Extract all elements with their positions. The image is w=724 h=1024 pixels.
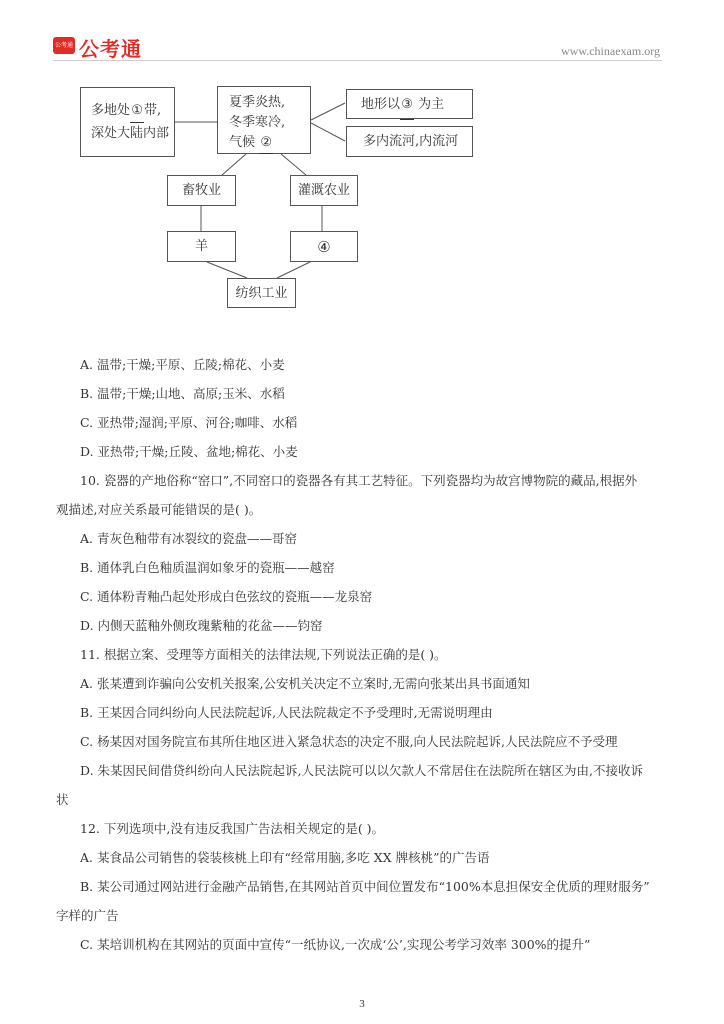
q11-option-b: B. 王某因合同纠纷向人民法院起诉,人民法院裁定不予受理时,无需说明理由 <box>80 705 493 720</box>
q11-option-c: C. 杨某因对国务院宣布其所住地区进入紧急状态的决定不服,向人民法院起诉,人民法院应不予受理 <box>80 734 618 749</box>
question-12 <box>56 814 650 959</box>
q9-option-c: C. 亚热带;湿润;平原、河谷;咖啡、水稻 <box>80 415 298 430</box>
box-textile: 纺织工业 <box>227 278 296 308</box>
box-climate-features <box>217 86 311 154</box>
site-url[interactable]: www.chinaexam.org <box>561 44 660 58</box>
q9-option-d: D. 亚热带;干燥;丘陵、盆地;棉花、小麦 <box>80 444 298 459</box>
q10-option-d: D. 内侧天蓝釉外侧玫瑰紫釉的花盆——钧窑 <box>80 618 323 633</box>
box-climate-features-line1: 夏季炎热, <box>229 95 286 110</box>
box-herding: 畜牧业 <box>167 175 236 206</box>
q12-option-c: C. 某培训机构在其网站的页面中宣传“一纸协议,一次成‘公’,实现公考学习效率 300%的提升” <box>80 937 591 952</box>
climate-diagram <box>0 0 724 330</box>
box-irrigation: 灌溉农业 <box>290 175 358 206</box>
box-climate-features-line3: 气候 ② <box>229 133 310 154</box>
q12-option-b-line2: 字样的广告 <box>56 908 119 923</box>
box-sheep: 羊 <box>167 231 236 262</box>
box-climate-zone-line2: 深处大陆内部 <box>91 126 170 141</box>
logo-badge: 公考通 <box>53 37 75 54</box>
box-rivers: 多内流河,内流河 <box>346 126 473 157</box>
q10-option-c: C. 通体粉青釉凸起处形成白色弦纹的瓷瓶——龙泉窑 <box>80 589 373 604</box>
q9-option-b: B. 温带;干燥;山地、高原;玉米、水稻 <box>80 386 285 401</box>
q12-option-a: A. 某食品公司销售的袋装核桃上印有“经常用脑,多吃 XX 牌核桃”的广告语 <box>80 850 490 865</box>
connector-center-irrigation <box>281 154 306 175</box>
q9-options <box>80 350 298 466</box>
connector-center-bottomright <box>311 123 345 141</box>
q11-option-a: A. 张某遭到诈骗向公安机关报案,公安机关决定不立案时,无需向张某出具书面通知 <box>80 676 530 691</box>
q12-option-b-line1: B. 某公司通过网站进行金融产品销售,在其网站首页中间位置发布“100%本息担保安全优质的理财服务” <box>80 879 650 894</box>
q11-option-d-line1: D. 朱某因民间借贷纠纷向人民法院起诉,人民法院可以以欠款人不常居住在法院所在辖区为由,不接收诉 <box>80 763 643 778</box>
q10-option-a: A. 青灰色釉带有冰裂纹的瓷盘——哥窑 <box>80 531 297 546</box>
q10-stem-line1: 10. 瓷器的产地俗称“窑口”,不同窑口的瓷器各有其工艺特征。下列瓷器均为故宫博物院的藏品,根据外 <box>80 473 638 488</box>
box-climate-features-line2: 冬季寒冷, <box>229 115 286 130</box>
blank-1: ① <box>130 100 144 123</box>
box-climate-zone <box>80 87 175 157</box>
question-11 <box>56 640 643 814</box>
q9-option-a: A. 温带;干燥;平原、丘陵;棉花、小麦 <box>80 357 285 372</box>
connector-sheep-textile <box>207 262 247 278</box>
q10-option-b: B. 通体乳白色釉质温润如象牙的瓷瓶——越窑 <box>80 560 335 575</box>
q10-stem-line2: 观描述,对应关系最可能错误的是( )。 <box>56 502 262 517</box>
diagram-connectors <box>0 0 724 330</box>
q11-option-d-line2: 状 <box>56 792 69 807</box>
question-10 <box>56 466 638 640</box>
connector-four-textile <box>277 262 310 278</box>
page-number: 3 <box>359 998 365 1010</box>
q11-stem: 11. 根据立案、受理等方面相关的法律法规,下列说法正确的是( )。 <box>80 647 447 662</box>
box-terrain: 地形以③ 为主 <box>346 89 473 119</box>
logo-text: 公考通 <box>79 37 142 61</box>
connector-center-topright <box>311 103 345 120</box>
connector-center-herding <box>222 154 246 175</box>
blank-3: ③ <box>400 90 414 120</box>
q12-stem: 12. 下列选项中,没有违反我国广告法相关规定的是( )。 <box>80 821 385 836</box>
box-climate-zone-line1: 多地处①带, <box>91 100 174 123</box>
box-four: ④ <box>290 231 358 262</box>
blank-2: ② <box>259 133 273 154</box>
